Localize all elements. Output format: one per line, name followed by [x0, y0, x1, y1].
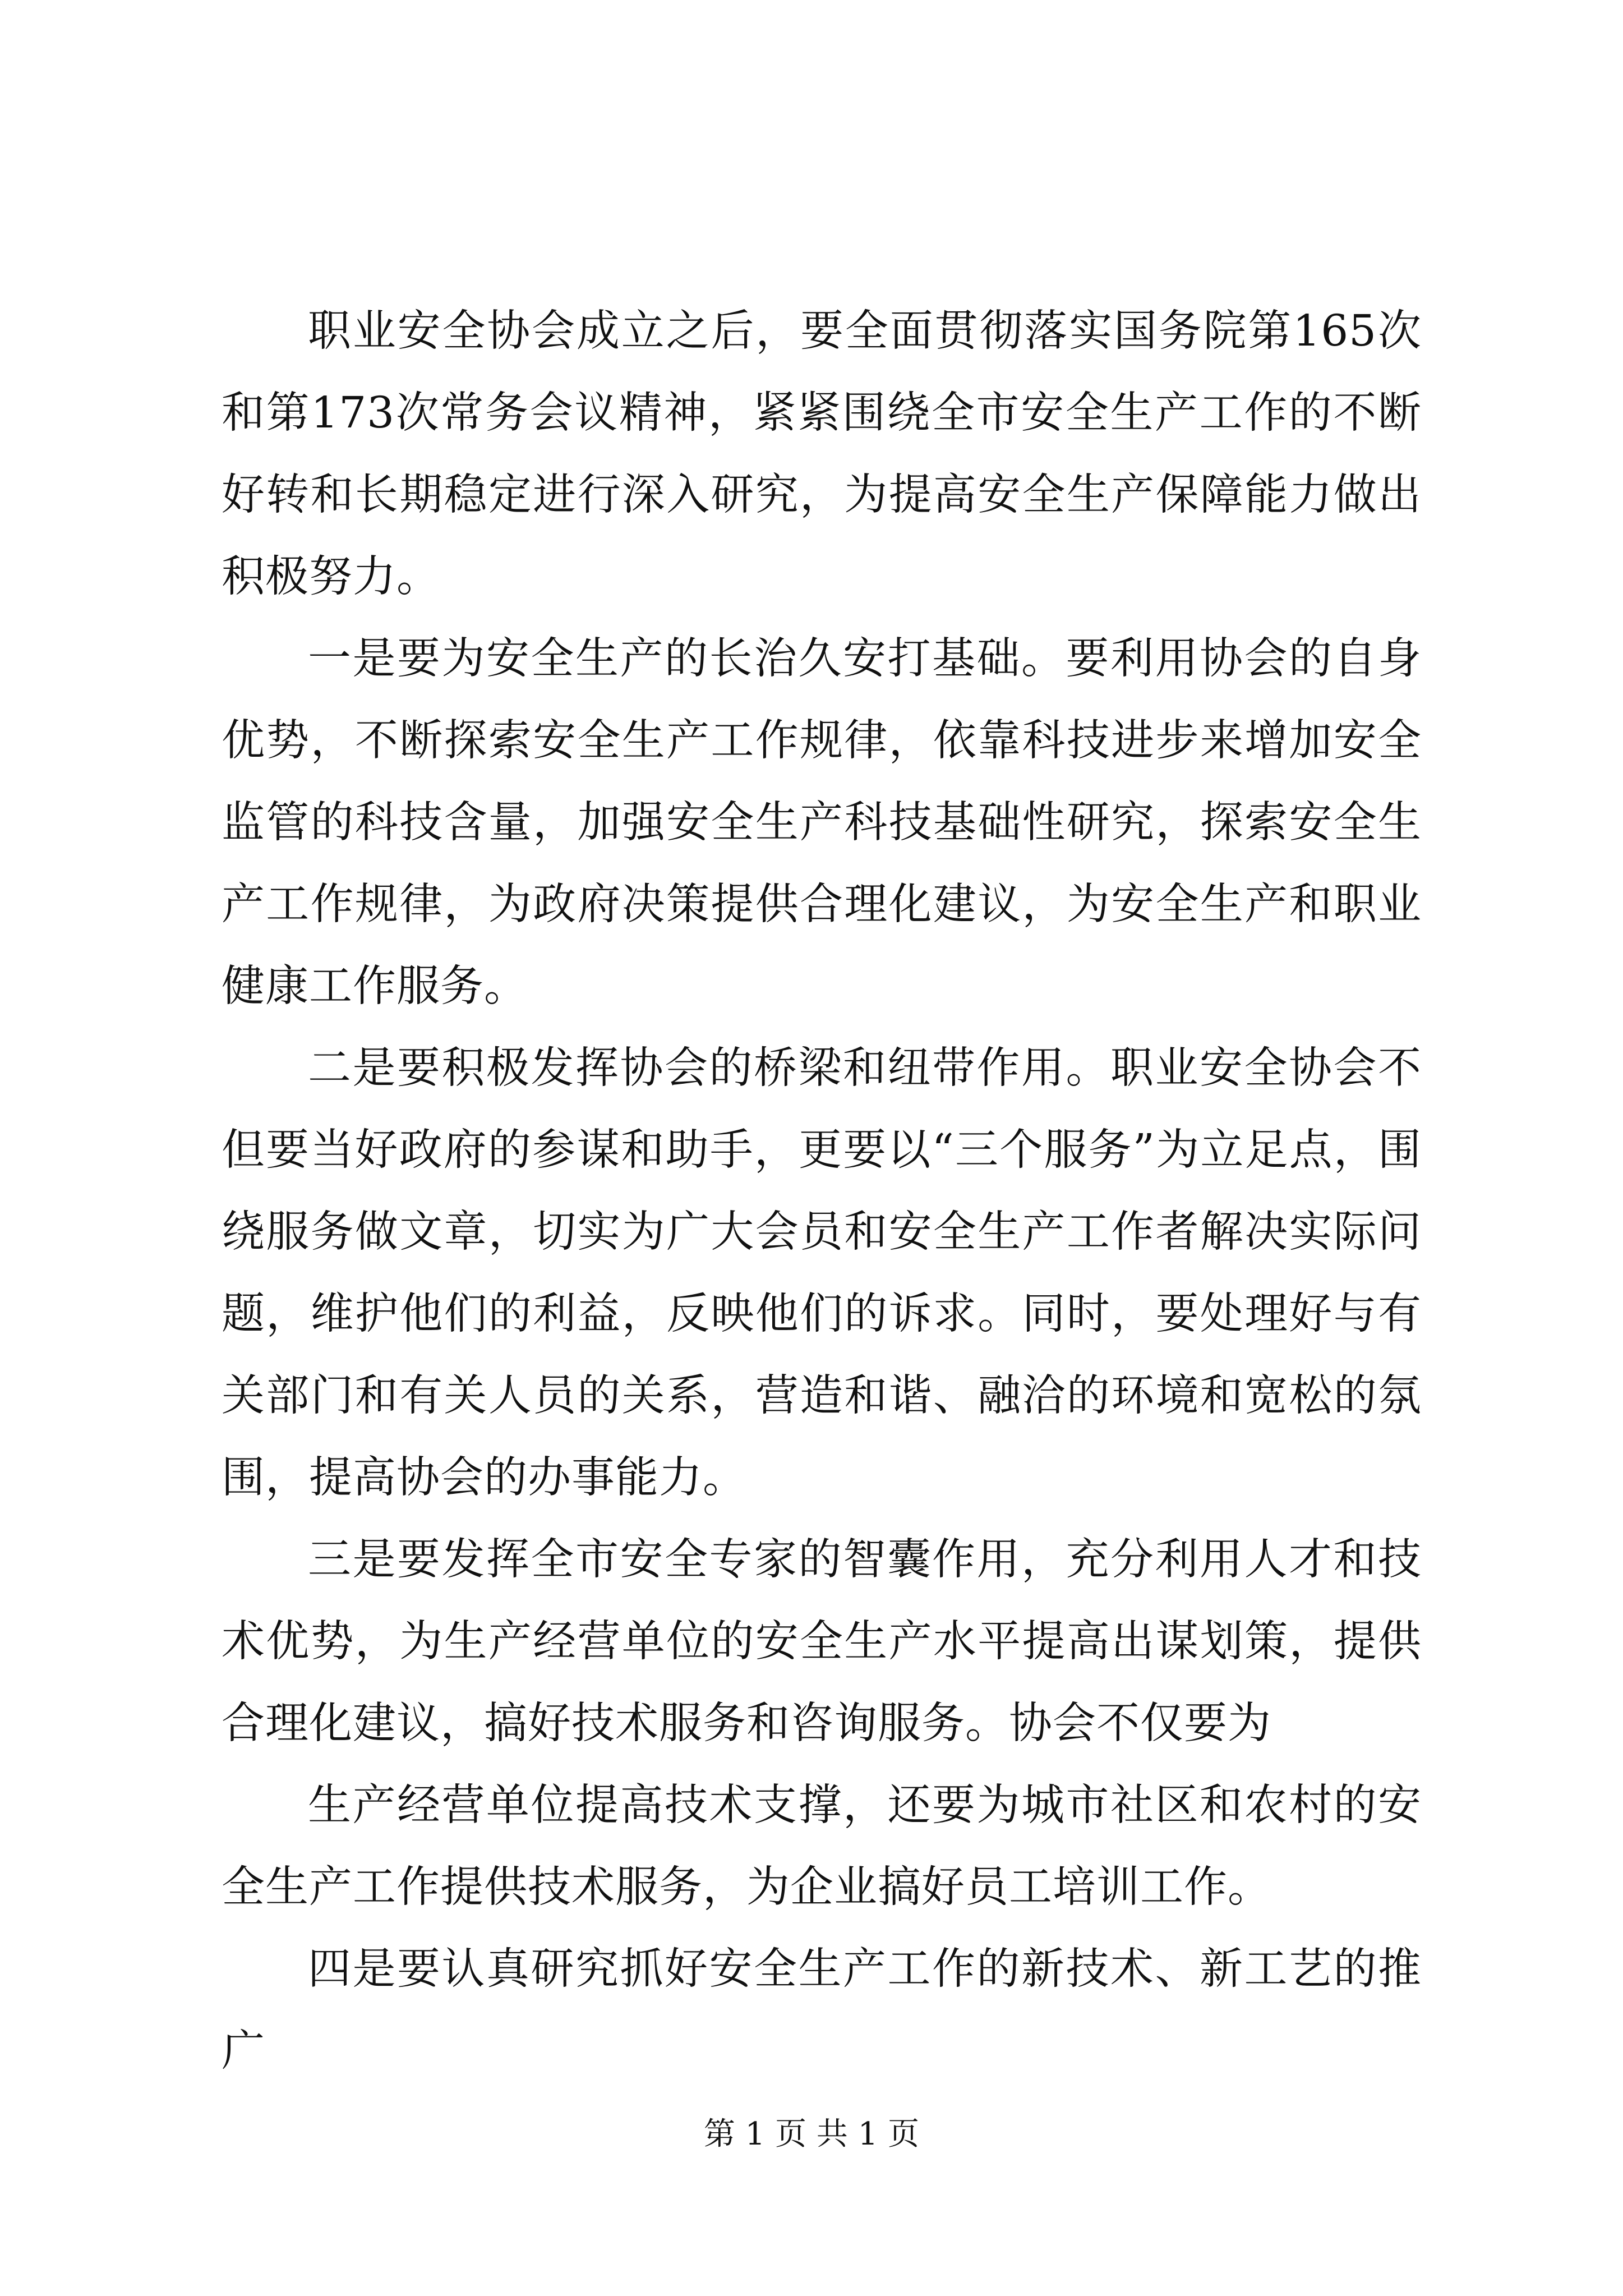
paragraph-1: 职业安全协会成立之后，要全面贯彻落实国务院第165次和第173次常务会议精神，紧紧围绕全市安全生产工作的不断好转和长期稳定进行深入研究，为提高安全生产保障能力做出积极努力。	[222, 306, 1422, 602]
paragraph-4: 三是要发挥全市安全专家的智囊作用，充分利用人才和技术优势，为生产经营单位的安全生产水平提高出谋划策，提供合理化建议，搞好技术服务和咨询服务。协会不仅要为	[222, 1535, 1422, 1749]
paragraph-2: 一是要为安全生产的长治久安打基础。要利用协会的自身优势，不断探索安全生产工作规律，依靠科技进步来增加安全监管的科技含量，加强安全生产科技基础性研究，探索安全生产工作规律，为政府决策提供合理化建议，为安全生产和职业健康工作服务。	[222, 634, 1422, 1011]
paragraph-6: 四是要认真研究抓好安全生产工作的新技术、新工艺的推广	[222, 1944, 1422, 2076]
paragraph-5: 生产经营单位提高技术支撑，还要为城市社区和农村的安全生产工作提供技术服务，为企业搞好员工培训工作。	[222, 1780, 1422, 1912]
page-footer	[0, 2112, 1623, 2157]
document-body	[222, 291, 1422, 2092]
paragraph-3: 二是要积极发挥协会的桥梁和纽带作用。职业安全协会不但要当好政府的参谋和助手，更要以“三个服务”为立足点，围绕服务做文章，切实为广大会员和安全生产工作者解决实际问题，维护他们的利益，反映他们的诉求。同时，要处理好与有关部门和有关人员的关系，营造和谐、融洽的环境和宽松的氛围，提高协会的办事能力。	[222, 1043, 1422, 1503]
page-number-label: 第 1 页 共 1 页	[703, 2116, 920, 2152]
